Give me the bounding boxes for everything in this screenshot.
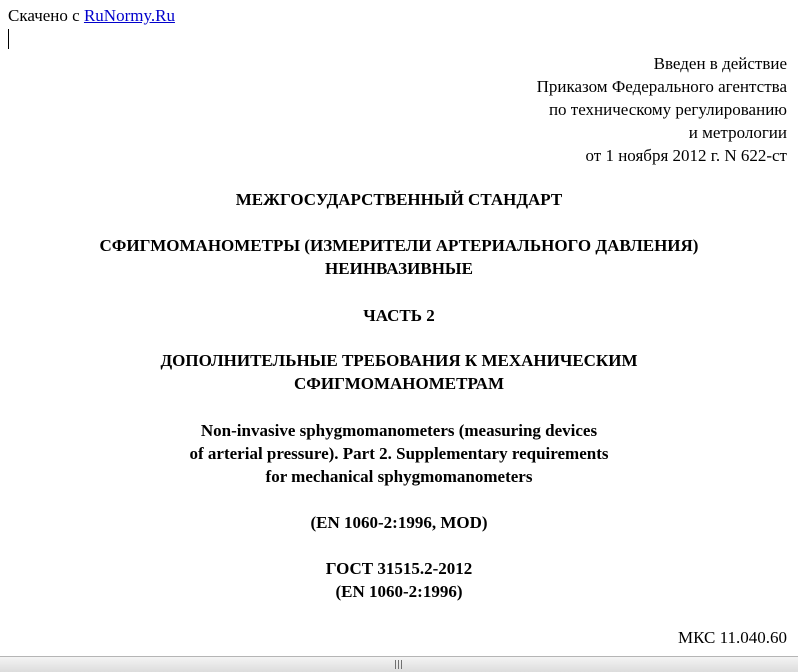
standard-kind-text: МЕЖГОСУДАРСТВЕННЫЙ СТАНДАРТ (235, 190, 563, 209)
gost-number: ГОСТ 31515.2-2012 (325, 559, 473, 578)
standard-kind (0, 188, 798, 211)
part-heading (0, 304, 798, 327)
source-note (8, 6, 175, 26)
enactment-line: Введен в действие (653, 54, 787, 73)
source-prefix: Скачено с (8, 6, 84, 25)
grip-lines-icon[interactable] (393, 660, 405, 669)
enactment-line: по техническому регулированию (548, 100, 787, 119)
english-title-line: Non-invasive sphygmomanometers (measuring devices (200, 421, 598, 440)
gost-designation (0, 557, 798, 603)
english-title-line: for mechanical sphygmomanometers (265, 467, 533, 486)
enactment-note (537, 52, 787, 167)
document-subtitle (0, 349, 798, 395)
title-line: СФИГМОМАНОМЕТРЫ (ИЗМЕРИТЕЛИ АРТЕРИАЛЬНОГО ДАВЛЕНИЯ) (99, 236, 699, 255)
part-text: ЧАСТЬ 2 (363, 306, 435, 325)
english-title-line: of arterial pressure). Part 2. Supplementary requirements (189, 444, 609, 463)
subtitle-line: ДОПОЛНИТЕЛЬНЫЕ ТРЕБОВАНИЯ К МЕХАНИЧЕСКИМ (160, 351, 638, 370)
mks-code: МКС 11.040.60 (678, 628, 787, 647)
text-cursor (8, 29, 9, 49)
gost-en-reference: (EN 1060-2:1996) (335, 582, 463, 601)
source-link[interactable]: RuNormy.Ru (83, 6, 175, 25)
enactment-line: Приказом Федерального агентства (536, 77, 787, 96)
equivalence-note (0, 511, 798, 534)
horizontal-scrollbar[interactable] (0, 656, 798, 672)
subtitle-line: СФИГМОМАНОМЕТРАМ (294, 374, 504, 393)
title-line: НЕИНВАЗИВНЫЕ (325, 259, 473, 278)
equivalence-text: (EN 1060-2:1996, MOD) (310, 513, 488, 532)
enactment-line: и метрологии (688, 123, 787, 142)
english-title (0, 419, 798, 488)
document-title (0, 234, 798, 280)
enactment-line: от 1 ноября 2012 г. N 622-ст (585, 146, 787, 165)
